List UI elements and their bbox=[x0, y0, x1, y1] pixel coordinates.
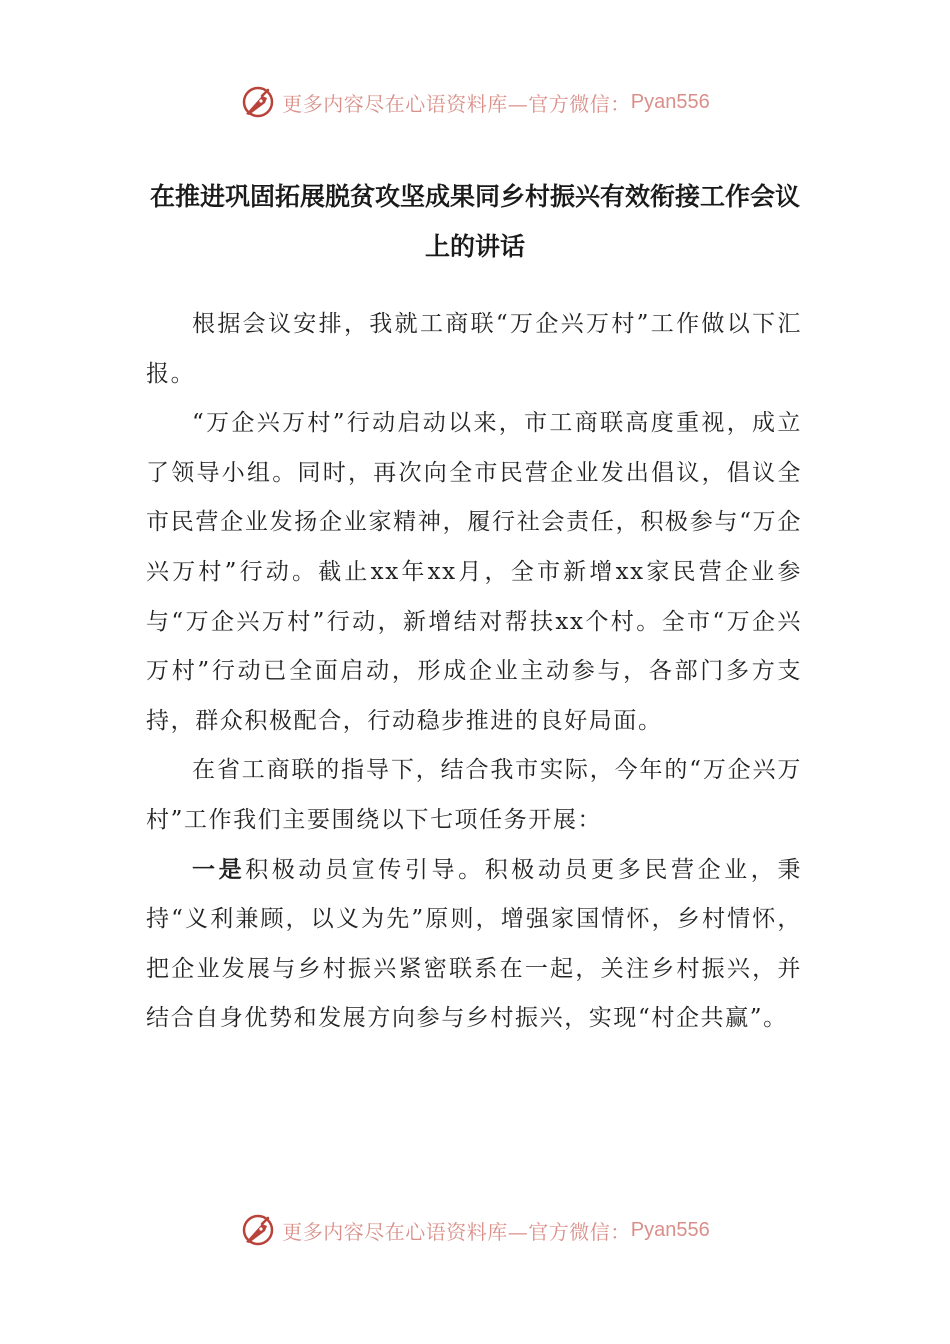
header-banner bbox=[0, 82, 950, 122]
paragraph-progress: “万企兴万村”行动启动以来，市工商联高度重视，成立了领导小组。同时，再次向全市民营企业发出倡议，倡议全市民营企业发扬企业家精神，履行社会责任，积极参与“万企兴万村”行动。截止xx年xx月，全市新增xx家民营企业参与“万企兴万村”行动，新增结对帮扶xx个村。全市“万企兴万村”行动已全面启动，形成企业主动参与，各部门多方支持，群众积极配合，行动稳步推进的良好局面。 bbox=[146, 410, 802, 734]
header-promo-text: 更多内容尽在心语资料库—官方微信： bbox=[282, 91, 631, 116]
footer-promo-text: 更多内容尽在心语资料库—官方微信： bbox=[282, 1219, 631, 1244]
footer-banner bbox=[0, 1210, 950, 1250]
paragraph-item-one bbox=[146, 846, 802, 1044]
footer-wechat-id: Pyan556 bbox=[630, 1218, 710, 1241]
document-title: 在推进巩固拓展脱贫攻坚成果同乡村振兴有效衔接工作会议上的讲话 bbox=[149, 182, 800, 261]
pen-nib-logo-icon bbox=[240, 1212, 276, 1248]
pen-nib-logo-icon bbox=[240, 84, 276, 120]
item-one-text: 积极动员宣传引导。积极动员更多民营企业，秉持“义利兼顾，以义为先”原则，增强家国情怀，乡村情怀，把企业发展与乡村振兴紧密联系在一起，关注乡村振兴，并结合自身优势和发展方向参与乡村振兴，实现“村企共赢”。 bbox=[146, 856, 802, 1032]
paragraph-tasks-intro: 在省工商联的指导下，结合我市实际，今年的“万企兴万村”工作我们主要围绕以下七项任务开展： bbox=[146, 757, 802, 833]
item-one-lead: 一是 bbox=[192, 856, 246, 883]
header-wechat-id: Pyan556 bbox=[630, 90, 710, 113]
document-body bbox=[146, 300, 802, 1044]
paragraph-intro: 根据会议安排，我就工商联“万企兴万村”工作做以下汇报。 bbox=[146, 311, 802, 387]
